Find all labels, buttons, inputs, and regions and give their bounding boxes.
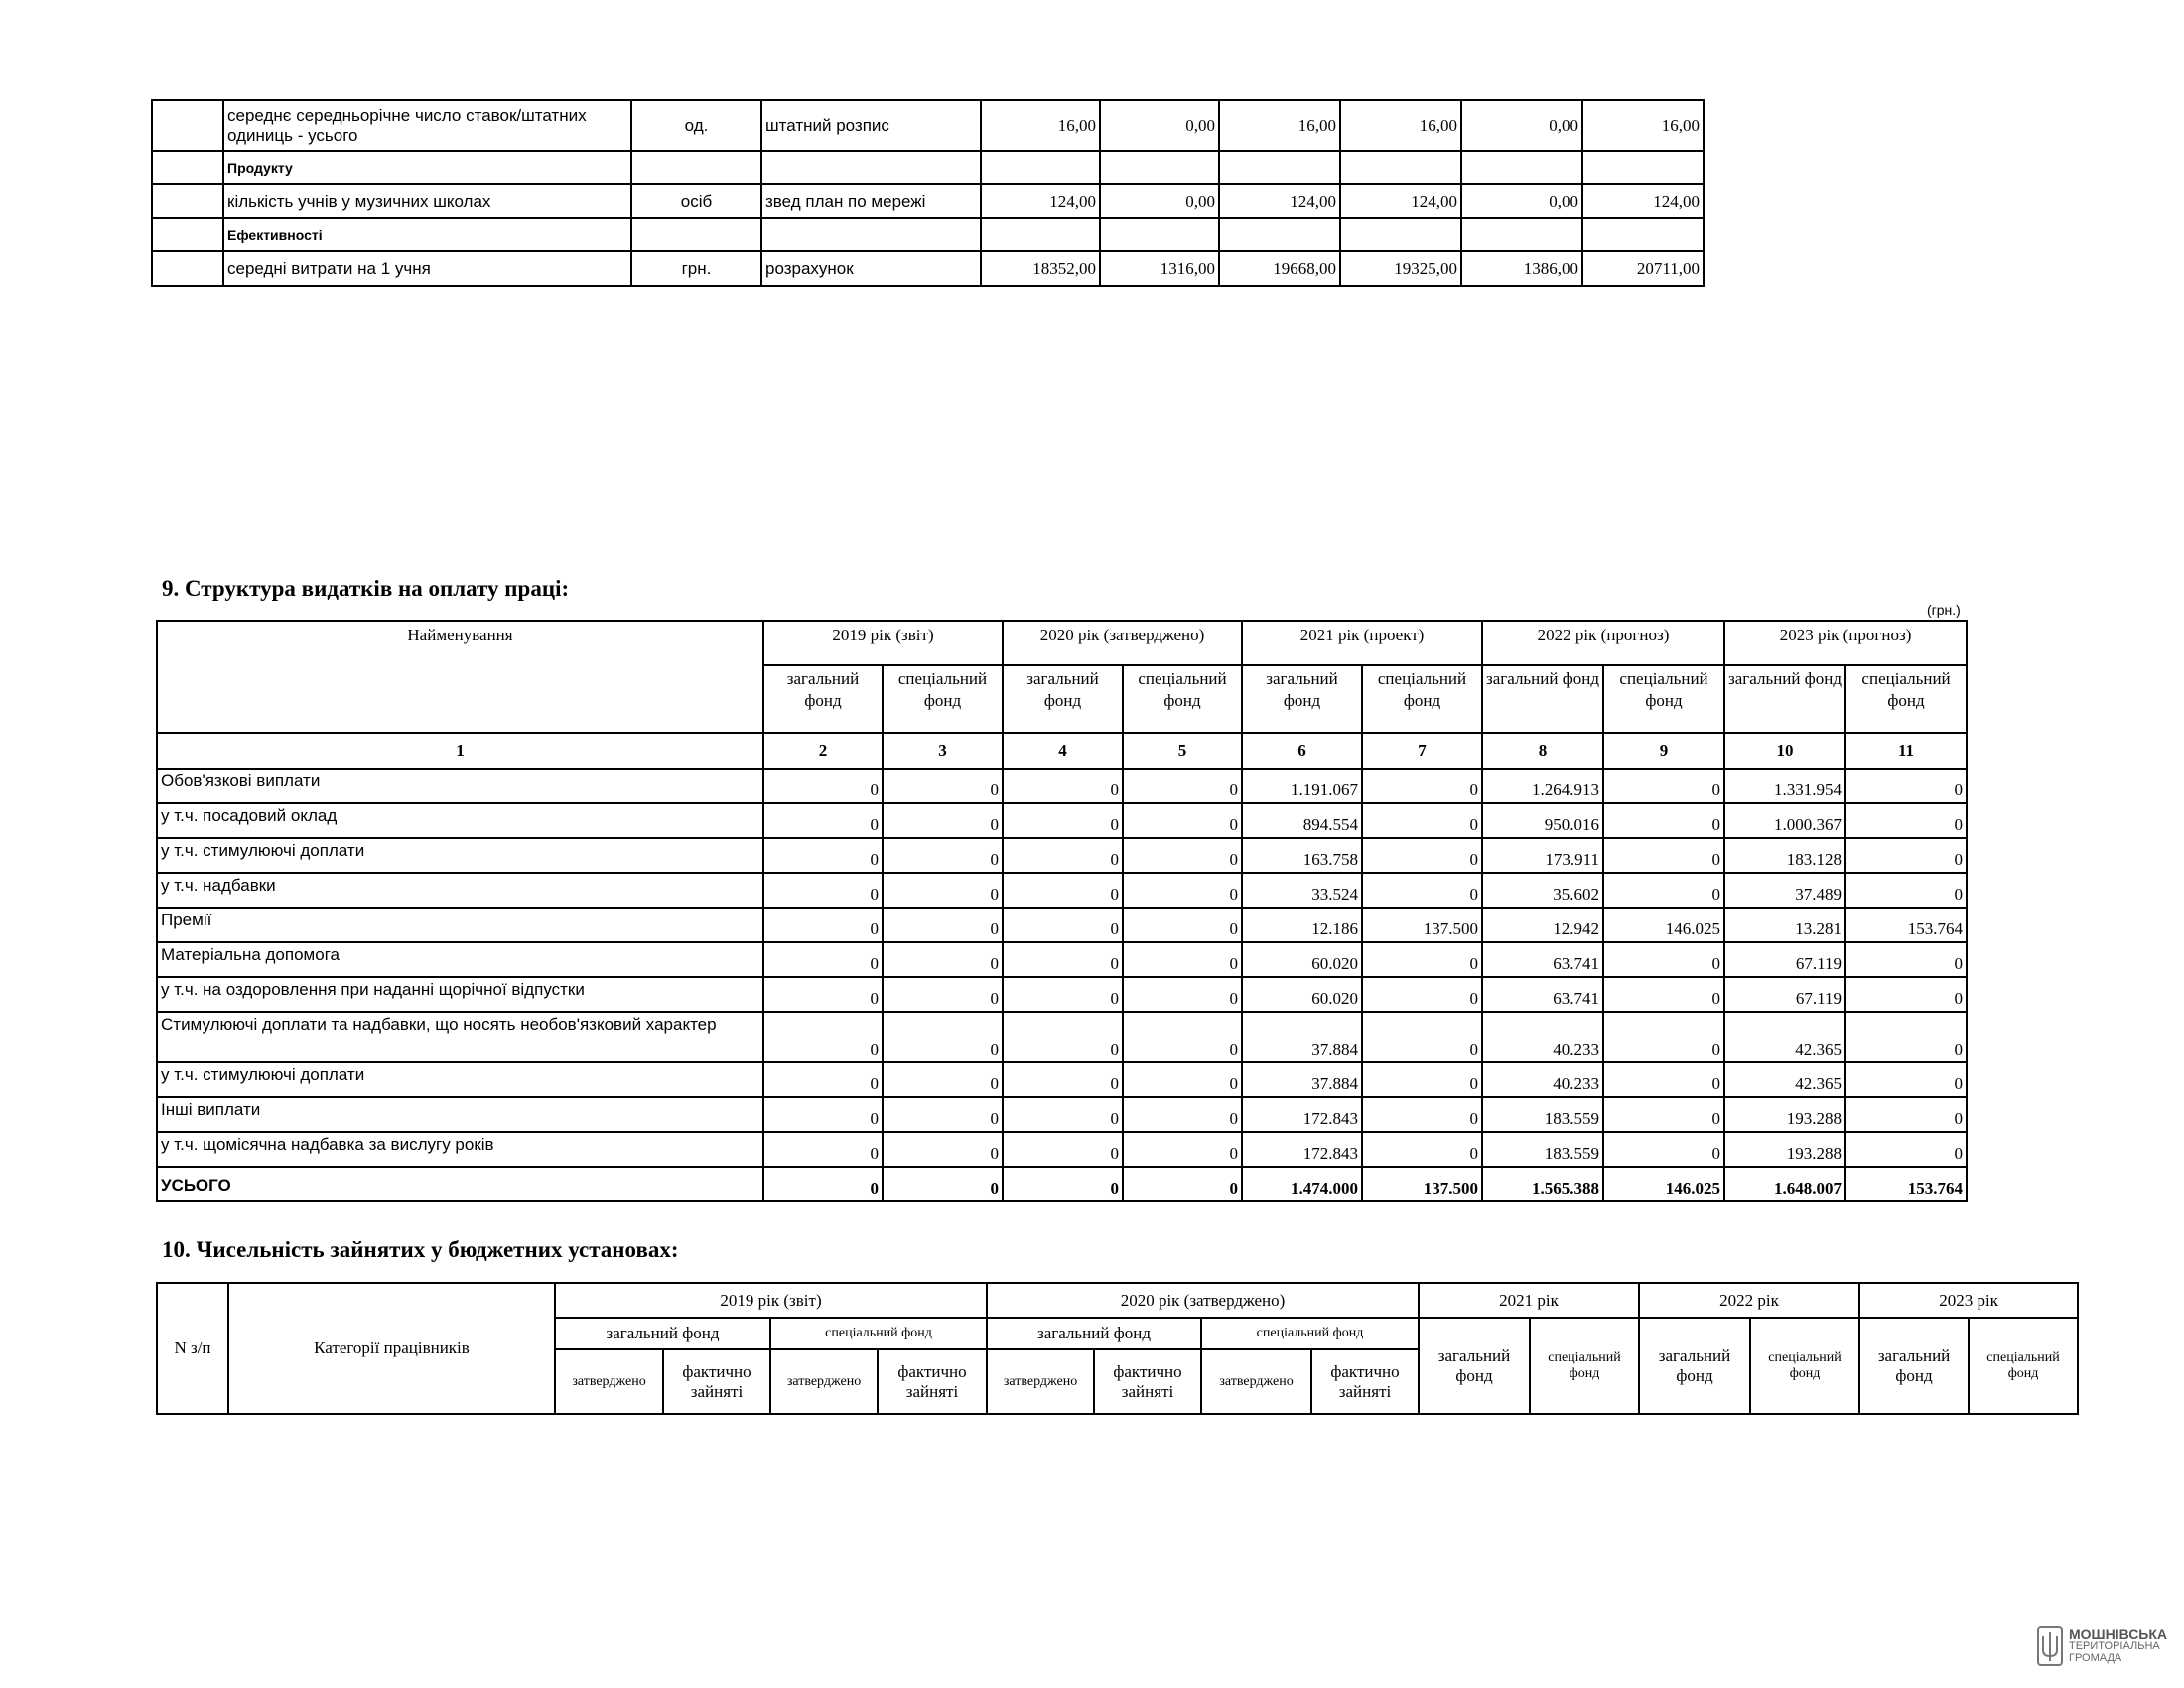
wage-value: 0 [1362,873,1482,908]
wage-value: 0 [883,908,1003,942]
indicator-empty-cell [1100,151,1219,184]
section10-title: 10. Чисельність зайнятих у бюджетних установах: [162,1237,679,1262]
logo-line3: ГРОМАДА [2069,1652,2122,1664]
fund-label: загальний фонд [1728,669,1843,688]
wage-value: 0 [763,1097,883,1132]
wage-value: 0 [1003,1097,1123,1132]
wage-value: 183.128 [1724,838,1845,873]
indicator-empty-cell [152,218,223,251]
wage-value: 0 [1362,1012,1482,1062]
wage-total-value: 153.764 [1845,1167,1967,1201]
wage-value: 40.233 [1482,1062,1603,1097]
wage-value: 0 [1845,873,1967,908]
indicator-source: звед план по мережі [761,184,981,218]
wage-value: 0 [763,1012,883,1062]
wage-value: 0 [1603,873,1724,908]
wage-value: 0 [1362,942,1482,977]
wage-value: 0 [1123,977,1242,1012]
fund-header-special: спеціальний фонд [1201,1318,1419,1349]
wage-value: 37.884 [1242,1062,1362,1097]
approved-header: затверджено [987,1349,1094,1414]
wage-value: 0 [1603,942,1724,977]
wage-value: 0 [883,1097,1003,1132]
indicator-unit: грн. [631,251,761,286]
wage-row [157,942,1967,977]
column-index: 1 [157,733,763,769]
indicator-value: 0,00 [1100,100,1219,151]
fund-header-special [1362,665,1482,733]
wage-value: 0 [1603,1062,1724,1097]
indicator-empty-cell [631,218,761,251]
fund-header-special [1123,665,1242,733]
wage-value: 0 [1845,942,1967,977]
wage-value: 172.843 [1242,1097,1362,1132]
indicator-empty-cell [1582,151,1704,184]
wage-value: 60.020 [1242,977,1362,1012]
year-header: 2023 рік (прогноз) [1724,621,1967,665]
wage-value: 12.942 [1482,908,1603,942]
column-index: 11 [1845,733,1967,769]
wage-value: 0 [763,977,883,1012]
wage-total-value: 1.474.000 [1242,1167,1362,1201]
column-header-number: N з/п [157,1283,228,1414]
wage-value: 183.559 [1482,1097,1603,1132]
year-header: 2020 рік (затверджено) [1003,621,1242,665]
wage-row [157,908,1967,942]
wage-value: 0 [1603,977,1724,1012]
wage-value: 0 [1362,1132,1482,1167]
wage-total-value: 0 [763,1167,883,1201]
column-header-name: Найменування [157,621,763,733]
column-index: 6 [1242,733,1362,769]
wage-total-value: 1.565.388 [1482,1167,1603,1201]
wage-value: 12.186 [1242,908,1362,942]
wage-value: 137.500 [1362,908,1482,942]
indicator-value: 124,00 [1340,184,1461,218]
actual-header: фактично зайняті [663,1349,770,1414]
column-index: 8 [1482,733,1603,769]
indicator-empty-cell [761,151,981,184]
wages-structure-table [156,620,1968,1202]
indicator-name: середнє середньорічне число ставок/штатних одиниць - усього [223,100,631,151]
indicator-value: 16,00 [1582,100,1704,151]
wage-value: 894.554 [1242,803,1362,838]
wage-total-value: 0 [1123,1167,1242,1201]
indicator-row [152,251,1704,286]
wage-value: 0 [1003,908,1123,942]
wage-row-name: Премії [157,908,763,942]
wage-value: 0 [1845,769,1967,803]
wage-value: 0 [763,769,883,803]
indicator-row [152,184,1704,218]
wage-row-name: у т.ч. посадовий оклад [157,803,763,838]
wage-value: 0 [1362,977,1482,1012]
wage-value: 0 [883,769,1003,803]
wage-value: 67.119 [1724,977,1845,1012]
fund-label: загальний фонд [1026,669,1099,710]
wage-value: 0 [1603,1097,1724,1132]
wage-value: 35.602 [1482,873,1603,908]
wage-value: 0 [1603,838,1724,873]
indicator-value: 0,00 [1461,184,1582,218]
fund-header-special [883,665,1003,733]
indicator-group-label: Ефективності [223,218,631,251]
wage-value: 0 [1362,769,1482,803]
fund-label: загальний фонд [1486,669,1599,688]
wage-row [157,1097,1967,1132]
wage-value: 0 [763,803,883,838]
indicator-empty-cell [152,184,223,218]
wage-value: 183.559 [1482,1132,1603,1167]
wage-value: 0 [763,1062,883,1097]
wage-value: 42.365 [1724,1062,1845,1097]
indicator-empty-cell [1219,218,1340,251]
wage-row-name: у т.ч. стимулюючі доплати [157,838,763,873]
wage-value: 172.843 [1242,1132,1362,1167]
trident-icon [2037,1626,2063,1666]
wage-value: 0 [883,1132,1003,1167]
section9-title: 9. Структура видатків на оплату праці: [162,576,570,601]
wage-value: 0 [1003,873,1123,908]
indicator-value: 19668,00 [1219,251,1340,286]
indicator-value: 16,00 [981,100,1100,151]
wage-row-name: у т.ч. на оздоровлення при наданні щорічної відпустки [157,977,763,1012]
indicator-empty-cell [1461,218,1582,251]
indicator-unit: осіб [631,184,761,218]
indicator-empty-cell [152,251,223,286]
wage-value: 0 [1603,769,1724,803]
wage-total-row [157,1167,1967,1201]
column-index: 3 [883,733,1003,769]
indicator-value: 20711,00 [1582,251,1704,286]
wage-value: 0 [1603,1132,1724,1167]
fund-header-special: спеціальний фонд [1750,1318,1859,1414]
staff-numbers-table [156,1282,2079,1415]
indicator-value: 18352,00 [981,251,1100,286]
indicator-value: 0,00 [1100,184,1219,218]
fund-header-special: спеціальний фонд [1969,1318,2078,1414]
column-index: 10 [1724,733,1845,769]
indicator-empty-cell [152,100,223,151]
wage-value: 40.233 [1482,1012,1603,1062]
wage-value: 0 [1603,803,1724,838]
indicator-value: 16,00 [1340,100,1461,151]
wage-value: 0 [1845,977,1967,1012]
wage-value: 0 [1123,1012,1242,1062]
wage-value: 0 [1003,1012,1123,1062]
wage-value: 13.281 [1724,908,1845,942]
wage-value: 0 [763,873,883,908]
fund-label: спеціальний фонд [1138,669,1227,710]
wage-row [157,1132,1967,1167]
indicator-empty-cell [1340,218,1461,251]
fund-header-special: спеціальний фонд [1530,1318,1639,1414]
column-index: 9 [1603,733,1724,769]
indicator-row [152,151,1704,184]
column-index: 2 [763,733,883,769]
wage-value: 0 [883,942,1003,977]
wage-total-value: 0 [1003,1167,1123,1201]
wage-value: 1.331.954 [1724,769,1845,803]
indicator-value: 1386,00 [1461,251,1582,286]
fund-label: спеціальний фонд [1377,669,1467,710]
wage-row-name: Матеріальна допомога [157,942,763,977]
indicator-value: 124,00 [1582,184,1704,218]
fund-label: спеціальний фонд [897,669,988,710]
wage-value: 0 [1845,1062,1967,1097]
wage-value: 163.758 [1242,838,1362,873]
fund-header-general: загальний фонд [555,1318,770,1349]
wage-row-name: Стимулюючі доплати та надбавки, що носять необов'язковий характер [157,1012,763,1062]
fund-header-general [1242,665,1362,733]
indicator-unit: од. [631,100,761,151]
wage-value: 0 [883,977,1003,1012]
wage-row [157,977,1967,1012]
fund-header-general: загальний фонд [1639,1318,1750,1414]
wage-value: 173.911 [1482,838,1603,873]
wage-value: 0 [883,838,1003,873]
wage-value: 0 [1362,1097,1482,1132]
indicator-empty-cell [631,151,761,184]
indicator-source: розрахунок [761,251,981,286]
year-header: 2020 рік (затверджено) [987,1283,1419,1318]
wage-value: 0 [1845,1097,1967,1132]
year-header: 2021 рік [1419,1283,1639,1318]
wage-row [157,1062,1967,1097]
wage-value: 37.489 [1724,873,1845,908]
fund-label: спеціальний фонд [1861,669,1951,710]
wage-value: 0 [1003,769,1123,803]
year-header: 2022 рік (прогноз) [1482,621,1724,665]
wage-value: 193.288 [1724,1097,1845,1132]
wage-value: 0 [1123,1132,1242,1167]
wage-row [157,873,1967,908]
wage-value: 33.524 [1242,873,1362,908]
wage-value: 146.025 [1603,908,1724,942]
fund-label: загальний фонд [1266,669,1338,710]
indicator-empty-cell [761,218,981,251]
fund-label: загальний фонд [786,669,860,710]
wage-row [157,838,1967,873]
wage-value: 0 [1003,977,1123,1012]
indicator-empty-cell [1582,218,1704,251]
wage-value: 0 [1845,1132,1967,1167]
year-header: 2021 рік (проект) [1242,621,1482,665]
fund-header-special [1603,665,1724,733]
indicator-value: 0,00 [1461,100,1582,151]
year-header: 2019 рік (звіт) [555,1283,987,1318]
fund-header-general [763,665,883,733]
wage-value: 0 [1123,769,1242,803]
wage-value: 0 [763,1132,883,1167]
indicators-table [151,99,1705,287]
indicator-empty-cell [1100,218,1219,251]
column-header-category: Категорії працівників [228,1283,555,1414]
fund-header-general: загальний фонд [1419,1318,1530,1414]
wage-value: 0 [1123,1097,1242,1132]
community-logo [2037,1626,2167,1666]
wage-row [157,803,1967,838]
year-header: 2019 рік (звіт) [763,621,1003,665]
actual-header: фактично зайняті [1094,1349,1201,1414]
wage-total-value: 0 [883,1167,1003,1201]
indicator-empty-cell [1461,151,1582,184]
wage-value: 63.741 [1482,977,1603,1012]
actual-header: фактично зайняті [878,1349,987,1414]
indicator-empty-cell [1219,151,1340,184]
fund-header-general: загальний фонд [1859,1318,1969,1414]
approved-header: затверджено [1201,1349,1311,1414]
wage-total-name: УСЬОГО [157,1167,763,1201]
wage-total-value: 137.500 [1362,1167,1482,1201]
wage-row [157,1012,1967,1062]
logo-line1: МОШНІВСЬКА [2069,1626,2168,1642]
wage-value: 0 [883,1062,1003,1097]
indicator-empty-cell [981,151,1100,184]
wage-value: 0 [1003,1062,1123,1097]
approved-header: затверджено [770,1349,878,1414]
wage-value: 0 [1003,838,1123,873]
wage-value: 153.764 [1845,908,1967,942]
wage-value: 0 [763,838,883,873]
fund-label: спеціальний фонд [1619,669,1708,710]
indicator-empty-cell [152,151,223,184]
indicator-value: 19325,00 [1340,251,1461,286]
wage-value: 0 [1603,1012,1724,1062]
wage-value: 0 [1123,803,1242,838]
fund-header-general: загальний фонд [987,1318,1201,1349]
wage-value: 37.884 [1242,1012,1362,1062]
wage-value: 0 [763,942,883,977]
wage-value: 0 [1123,873,1242,908]
wage-row [157,769,1967,803]
wage-value: 42.365 [1724,1012,1845,1062]
wage-value: 0 [1123,908,1242,942]
unit-note: (грн.) [1927,602,1961,618]
fund-header-special [1845,665,1967,733]
wage-row-name: Обов'язкові виплати [157,769,763,803]
indicator-empty-cell [1340,151,1461,184]
fund-header-general [1003,665,1123,733]
wage-value: 0 [1845,1012,1967,1062]
wage-value: 0 [763,908,883,942]
wage-value: 1.191.067 [1242,769,1362,803]
indicator-value: 1316,00 [1100,251,1219,286]
actual-header: фактично зайняті [1311,1349,1419,1414]
wage-value: 1.000.367 [1724,803,1845,838]
wage-value: 0 [1845,838,1967,873]
wage-total-value: 146.025 [1603,1167,1724,1201]
wage-value: 0 [1362,803,1482,838]
wage-value: 0 [1123,942,1242,977]
column-index: 7 [1362,733,1482,769]
fund-header-special: спеціальний фонд [770,1318,987,1349]
fund-header-general [1482,665,1603,733]
wage-row-name: у т.ч. стимулюючі доплати [157,1062,763,1097]
fund-header-general [1724,665,1845,733]
column-index: 4 [1003,733,1123,769]
wage-value: 0 [883,803,1003,838]
wage-value: 0 [1362,838,1482,873]
wage-value: 0 [1123,838,1242,873]
wage-value: 0 [1003,942,1123,977]
indicator-source: штатний розпис [761,100,981,151]
wage-value: 0 [1362,1062,1482,1097]
wage-value: 0 [883,1012,1003,1062]
indicator-value: 124,00 [1219,184,1340,218]
wage-row-name: у т.ч. щомісячна надбавка за вислугу років [157,1132,763,1167]
wage-value: 60.020 [1242,942,1362,977]
wage-value: 0 [883,873,1003,908]
wage-value: 0 [1123,1062,1242,1097]
indicator-value: 124,00 [981,184,1100,218]
wage-value: 67.119 [1724,942,1845,977]
wage-value: 950.016 [1482,803,1603,838]
indicator-value: 16,00 [1219,100,1340,151]
year-header: 2023 рік [1859,1283,2078,1318]
indicator-row [152,218,1704,251]
indicator-row [152,100,1704,151]
wage-value: 193.288 [1724,1132,1845,1167]
wage-row-name: Інші виплати [157,1097,763,1132]
wage-total-value: 1.648.007 [1724,1167,1845,1201]
wage-value: 0 [1003,1132,1123,1167]
indicator-name: кількість учнів у музичних школах [223,184,631,218]
indicator-empty-cell [981,218,1100,251]
approved-header: затверджено [555,1349,663,1414]
wage-value: 0 [1845,803,1967,838]
wage-value: 1.264.913 [1482,769,1603,803]
indicator-group-label: Продукту [223,151,631,184]
indicator-name: середні витрати на 1 учня [223,251,631,286]
wage-row-name: у т.ч. надбавки [157,873,763,908]
year-header: 2022 рік [1639,1283,1859,1318]
wage-value: 0 [1003,803,1123,838]
wage-value: 63.741 [1482,942,1603,977]
column-index: 5 [1123,733,1242,769]
logo-line2: ТЕРИТОРІАЛЬНА [2069,1640,2160,1652]
